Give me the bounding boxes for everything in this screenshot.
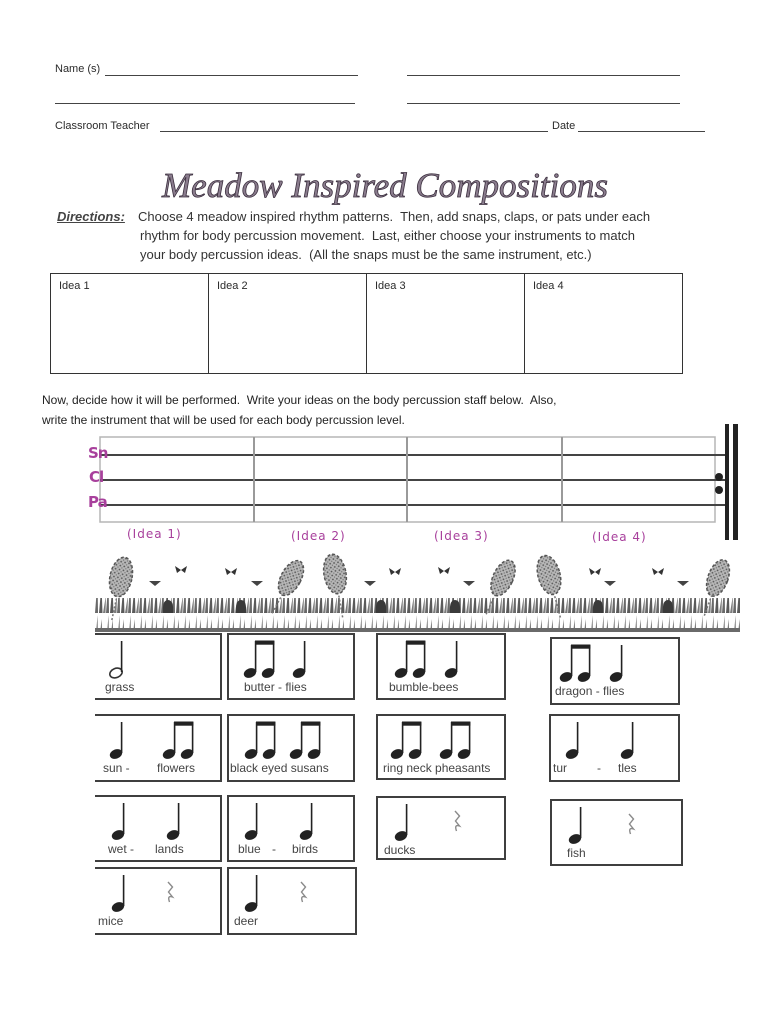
rhythm-notes: [390, 720, 473, 760]
rhythm-card: [549, 714, 680, 782]
name-label: Name (s): [55, 63, 101, 75]
rhythm-card: [95, 867, 222, 935]
rhythm-notes: [109, 639, 125, 679]
note-beam: [301, 722, 320, 726]
quarter-note-icon: [244, 801, 260, 841]
bird-icon: [604, 581, 616, 586]
butterfly-icon: [438, 567, 450, 574]
quarter-rest-icon: [297, 873, 309, 913]
quarter-note-icon: [244, 873, 260, 913]
beamed-eighth-notes-icon: [439, 720, 473, 760]
beamed-eighth-notes-icon: [243, 639, 277, 679]
rhythm-notes: [565, 720, 636, 760]
rhythm-notes: [244, 873, 309, 913]
beamed-eighth-notes-icon: [244, 720, 278, 760]
repeat-dot: [715, 486, 723, 494]
rhythm-card: [95, 714, 222, 782]
bird-icon: [251, 581, 263, 586]
quarter-note-icon: [568, 805, 584, 845]
note-beam: [402, 722, 421, 726]
name-blank-line: [407, 103, 680, 104]
note-beam: [406, 641, 425, 645]
rhythm-card: [95, 795, 222, 862]
note-beam: [255, 641, 274, 645]
staff-idea-label-2: (Idea 2): [291, 529, 346, 543]
repeat-dot: [715, 473, 723, 481]
staff-idea-label-3: (Idea 3): [434, 529, 489, 543]
bird-icon: [364, 581, 376, 586]
idea-cell-3: Idea 3: [367, 274, 525, 373]
date-label: Date: [552, 120, 576, 132]
syllable: birds: [292, 842, 319, 856]
idea-cell-2: Idea 2: [209, 274, 367, 373]
ideas-table: [50, 273, 683, 374]
date-blank-line: [578, 131, 705, 132]
rhythm-card: [95, 633, 222, 700]
note-beam: [174, 722, 193, 726]
flower-head: [533, 553, 565, 597]
idea-cell-4: Idea 4: [533, 280, 564, 292]
rhythm-card: [227, 867, 357, 935]
name-blank-line: [55, 103, 355, 104]
flower-head: [486, 557, 520, 600]
teacher-label: Classroom Teacher: [55, 120, 150, 132]
note-beam: [256, 722, 275, 726]
syllable: bumble-bees: [389, 680, 459, 694]
directions-line: Choose 4 meadow inspired rhythm patterns. Then, add snaps, claps, or pats under each: [138, 209, 651, 224]
half-note-icon: [109, 639, 125, 679]
quarter-note-icon: [394, 802, 410, 842]
syllable: -: [272, 842, 276, 856]
rhythm-notes: [109, 720, 196, 760]
quarter-note-icon: [565, 720, 581, 760]
syllable: wet -: [108, 842, 135, 856]
rhythm-card: [376, 714, 506, 780]
rhythm-notes: [244, 720, 323, 760]
staff-level-snap: Sn: [88, 444, 108, 462]
quarter-rest-icon: [451, 802, 463, 842]
quarter-note-icon: [444, 639, 460, 679]
beamed-eighth-notes-icon: [559, 643, 593, 683]
syllable: blue: [238, 842, 261, 856]
page-title: Meadow Inspired Compositions: [162, 166, 608, 205]
rest-stroke: [168, 882, 173, 902]
syllable: grass: [105, 680, 135, 694]
rest-stroke: [629, 814, 634, 834]
staff-level-pat: Pa: [88, 493, 107, 511]
rhythm-notes: [111, 801, 182, 841]
syllable: butter - flies: [244, 680, 307, 694]
rhythm-card: [376, 633, 506, 700]
staff-idea-label-1: (Idea 1): [127, 527, 182, 541]
beamed-eighth-notes-icon: [394, 639, 428, 679]
rhythm-notes: [111, 873, 176, 913]
flower-head: [321, 552, 350, 595]
syllable: dragon - flies: [555, 684, 625, 698]
note-beam: [571, 645, 590, 649]
name-blank-line: [407, 75, 680, 76]
idea-cell-1: Idea 1: [51, 274, 209, 373]
beamed-eighth-notes-icon: [289, 720, 323, 760]
quarter-note-icon: [299, 801, 315, 841]
syllable: lands: [155, 842, 184, 856]
name-blank-line: [105, 75, 358, 76]
flower-head: [702, 557, 734, 600]
staff-idea-label-4: (Idea 4): [592, 530, 647, 544]
quarter-note-icon: [292, 639, 308, 679]
quarter-note-icon: [111, 873, 127, 913]
directions-line: your body percussion ideas. (All the snaps must be the same instrument, etc.): [140, 247, 592, 262]
syllable: black eyed susans: [230, 761, 329, 775]
syllable: tur: [553, 761, 568, 775]
instructions-line: Now, decide how it will be performed. Write your ideas on the body percussion staff below. Also,: [42, 393, 557, 407]
syllable: tles: [618, 761, 637, 775]
butterfly-icon: [589, 568, 601, 575]
teacher-blank-line: [160, 131, 548, 132]
beamed-eighth-notes-icon: [162, 720, 196, 760]
beamed-eighth-notes-icon: [390, 720, 424, 760]
quarter-rest-icon: [164, 873, 176, 913]
rest-stroke: [455, 811, 460, 831]
rest-stroke: [301, 882, 306, 902]
quarter-rest-icon: [625, 805, 637, 845]
syllable: -: [597, 761, 601, 775]
note-beam: [451, 722, 470, 726]
directions-label: Directions:: [57, 209, 125, 224]
grass-base: [95, 628, 740, 632]
rhythm-card: [550, 799, 683, 866]
meadow-illustration: [0, 545, 768, 637]
butterfly-icon: [175, 566, 187, 573]
butterfly-icon: [225, 568, 237, 575]
rhythm-notes: [394, 639, 460, 679]
bird-icon: [463, 581, 475, 586]
syllable: sun -: [103, 761, 130, 775]
butterfly-icon: [652, 568, 664, 575]
grass-icon: [95, 598, 740, 632]
syllable: deer: [234, 914, 259, 928]
instructions-line: write the instrument that will be used for each body percussion level.: [42, 413, 405, 427]
butterfly-icon: [389, 568, 401, 575]
rhythm-notes: [568, 805, 637, 845]
rhythm-card: [227, 795, 355, 862]
syllable: flowers: [157, 761, 196, 775]
flower-head: [273, 557, 308, 600]
rhythm-card: [227, 633, 355, 700]
quarter-note-icon: [111, 801, 127, 841]
rhythm-card: [227, 714, 355, 782]
rhythm-card: [550, 637, 680, 705]
rhythm-notes: [244, 801, 315, 841]
syllable: ducks: [384, 843, 416, 857]
quarter-note-icon: [609, 643, 625, 683]
bird-icon: [149, 581, 161, 586]
quarter-note-icon: [620, 720, 636, 760]
rhythm-notes: [394, 802, 463, 842]
body-percussion-staff: [0, 420, 768, 545]
syllable: ring neck pheasants: [383, 761, 491, 775]
flower-head: [106, 555, 136, 599]
rhythm-card: [376, 796, 506, 860]
bird-icon: [677, 581, 689, 586]
syllable: fish: [567, 846, 586, 860]
staff-level-clap: Cl: [89, 468, 104, 486]
final-barline: [733, 424, 738, 540]
quarter-note-icon: [166, 801, 182, 841]
final-barline: [725, 424, 729, 540]
syllable: mice: [98, 914, 124, 928]
rhythm-notes: [559, 643, 625, 683]
directions-line: rhythm for body percussion movement. Last, either choose your instruments to match: [140, 228, 635, 243]
rhythm-notes: [243, 639, 308, 679]
quarter-note-icon: [109, 720, 125, 760]
